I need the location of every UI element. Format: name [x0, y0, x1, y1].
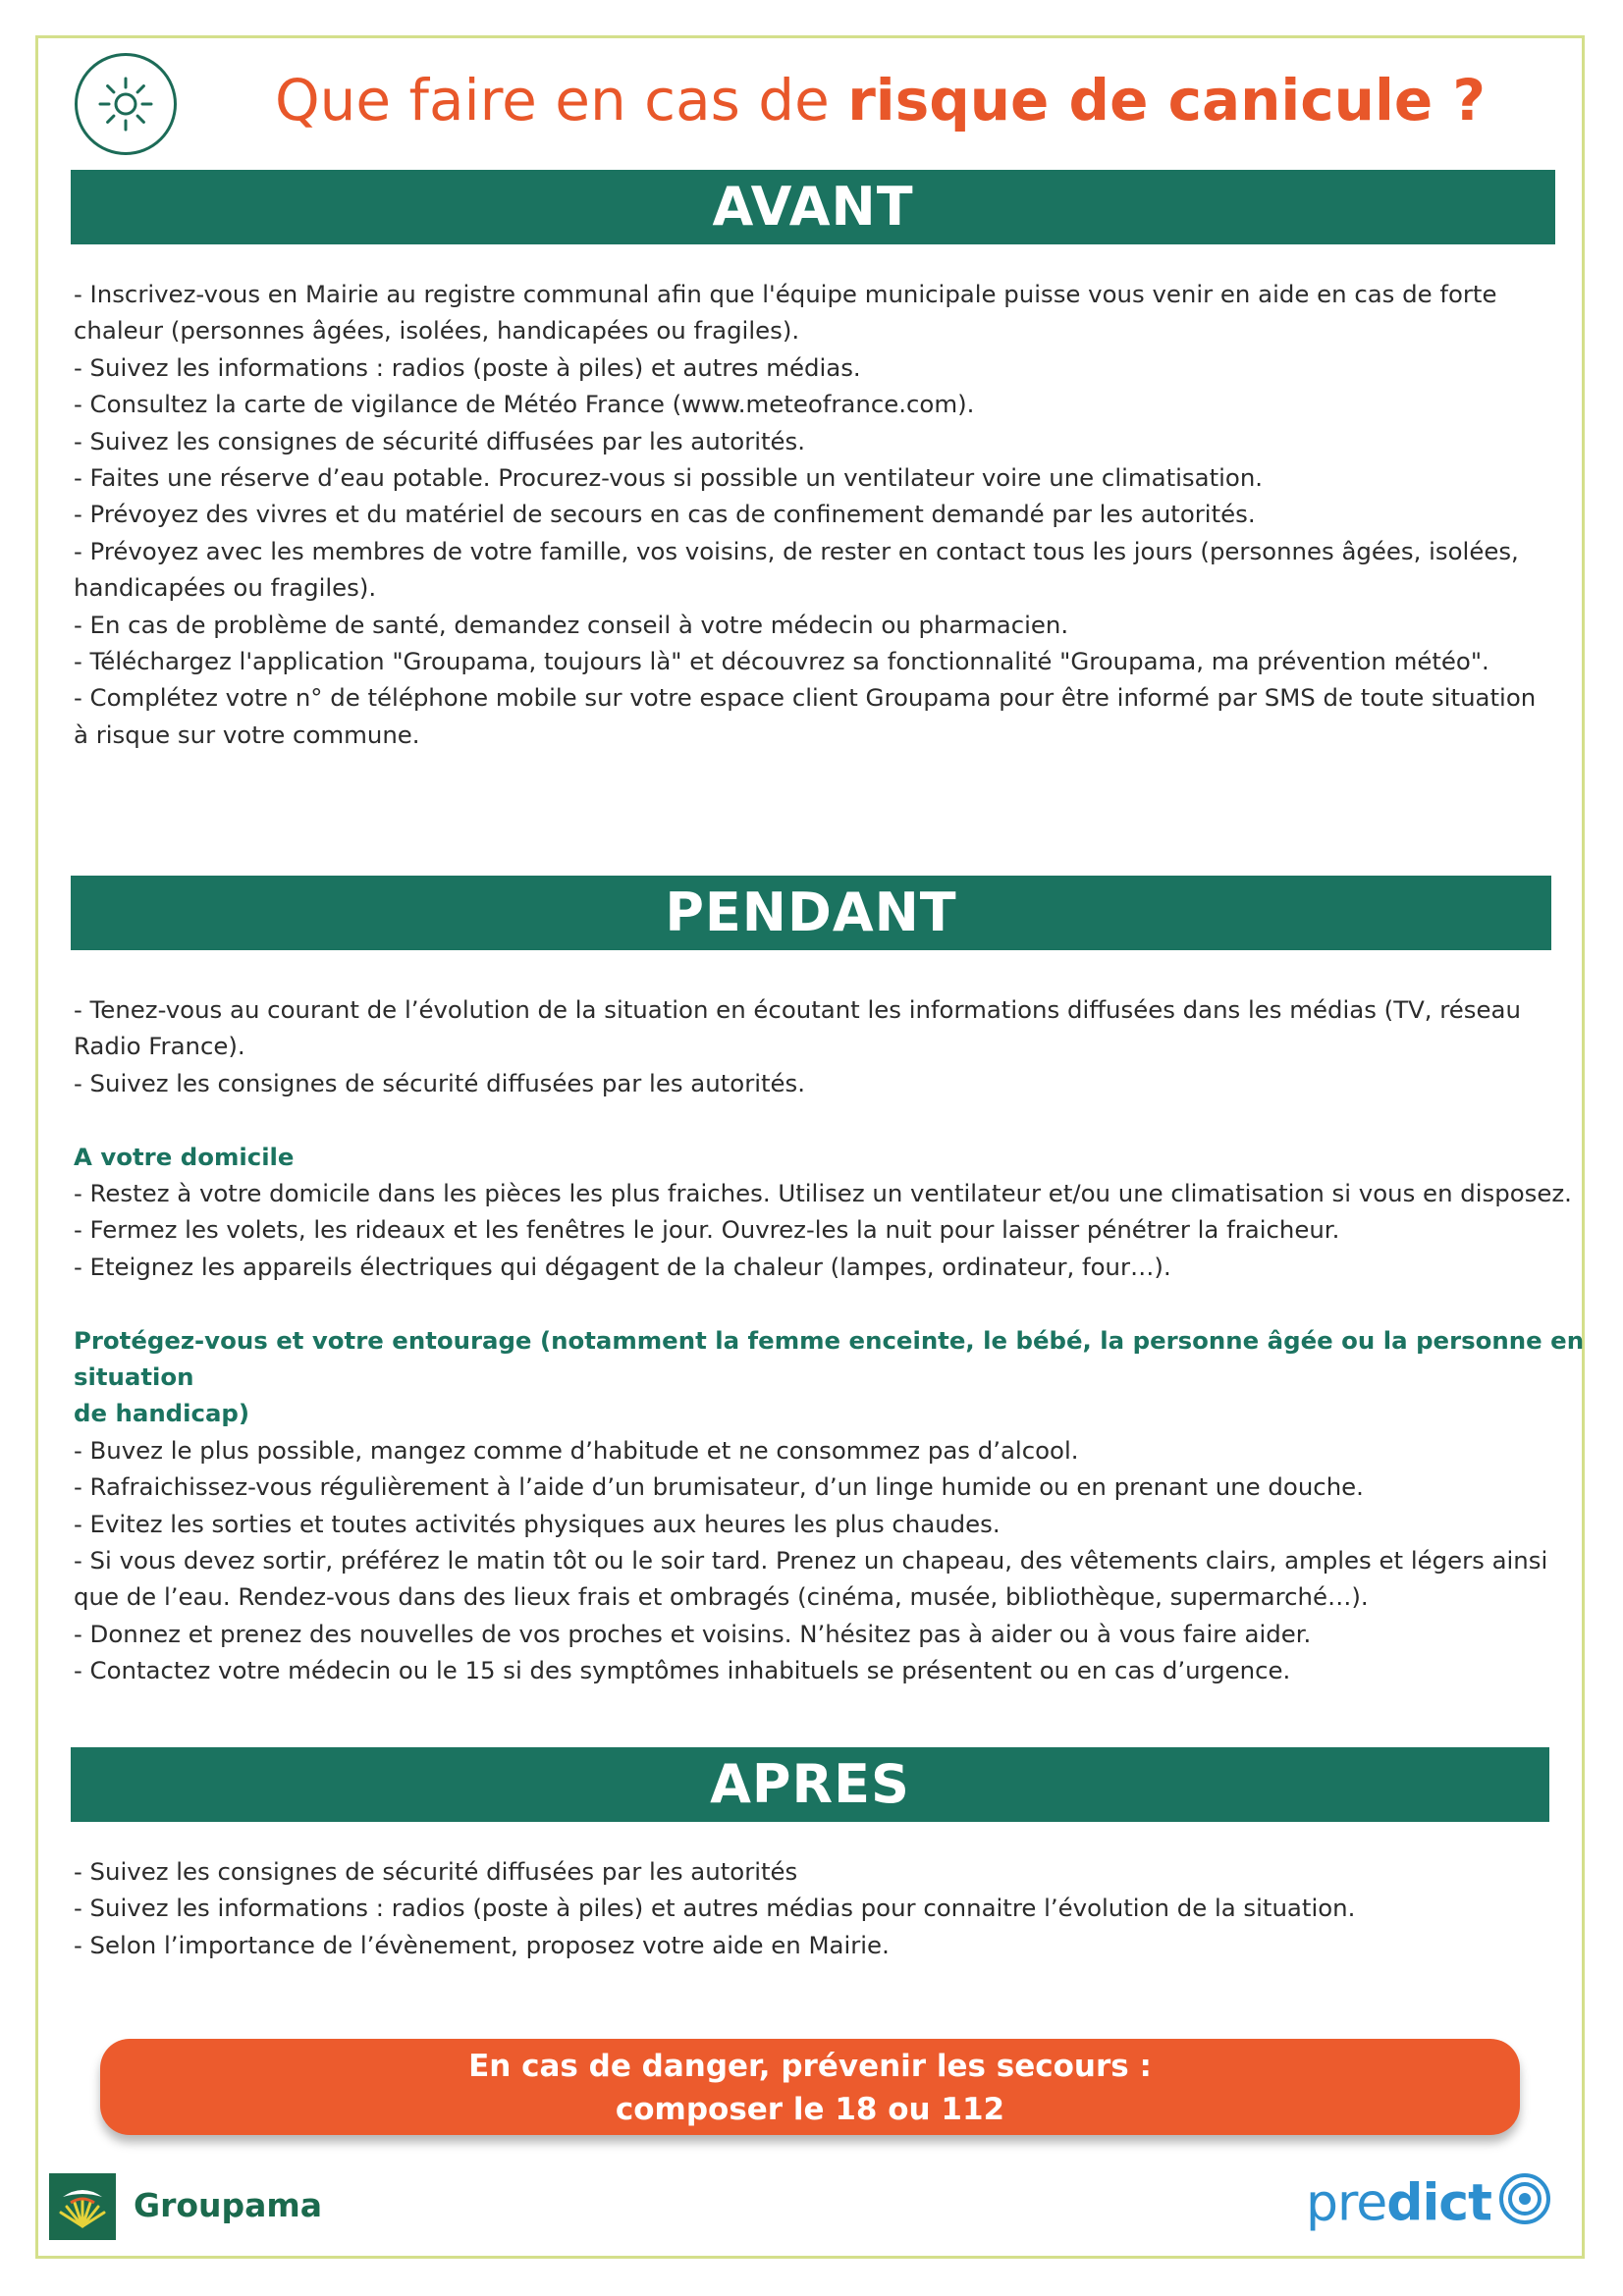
domicile-line: - Eteignez les appareils électriques qui dégagent de la chaleur (lampes, ordinateur, four…).: [74, 1252, 1171, 1281]
protect-line: - Buvez le plus possible, mangez comme d’habitude et ne consommez pas d’alcool.: [74, 1435, 1079, 1465]
apres-line: - Suivez les consignes de sécurité diffusées par les autorités: [74, 1857, 798, 1886]
avant-line: - Suivez les consignes de sécurité diffusées par les autorités.: [74, 426, 806, 455]
paragraph-gap: [74, 1285, 1586, 1321]
avant-line: - Consultez la carte de vigilance de Météo France (www.meteofrance.com).: [74, 390, 975, 419]
pendant-intro-line: Radio France).: [74, 1032, 245, 1061]
avant-line: - Faites une réserve d’eau potable. Procurez-vous si possible un ventilateur voire une climatisation.: [74, 463, 1264, 493]
apres-line: - Selon l’importance de l’évènement, proposez votre aide en Mairie.: [74, 1930, 890, 1959]
protect-line: - Evitez les sorties et toutes activités physiques aux heures les plus chaudes.: [74, 1509, 1001, 1538]
paragraph-gap: [74, 1101, 1586, 1138]
apres-text: [74, 1853, 1586, 1963]
avant-line: handicapées ou fragiles).: [74, 573, 377, 603]
domicile-line: - Restez à votre domicile dans les pièces les plus fraiches. Utilisez un ventilateur et/ou une climatisation si vous en disposez.: [74, 1179, 1572, 1208]
danger-callout: [100, 2039, 1520, 2135]
pendant-text: [74, 991, 1586, 1689]
section-heading-pendant: PENDANT: [71, 876, 1551, 950]
protect-line: - Rafraichissez-vous régulièrement à l’aide d’un brumisateur, d’un linge humide ou en prenant une douche.: [74, 1472, 1364, 1502]
domicile-line: - Fermez les volets, les rideaux et les fenêtres le jour. Ouvrez-les la nuit pour laisser pénétrer la fraicheur.: [74, 1215, 1340, 1245]
predict-light: pre: [1306, 2173, 1387, 2233]
sun-icon: [75, 53, 177, 155]
avant-line: - Suivez les informations : radios (poste à piles) et autres médias.: [74, 352, 861, 382]
protect-heading: de handicap): [74, 1399, 250, 1428]
avant-line: - Complétez votre n° de téléphone mobile sur votre espace client Groupama pour être informé par SMS de toute situation: [74, 683, 1537, 713]
groupama-logo-icon: [49, 2173, 116, 2240]
apres-line: - Suivez les informations : radios (poste à piles) et autres médias pour connaitre l’évolution de la situation.: [74, 1894, 1356, 1923]
pendant-intro-line: - Suivez les consignes de sécurité diffusées par les autorités.: [74, 1068, 806, 1097]
page-title: [275, 61, 1486, 139]
protect-line: - Contactez votre médecin ou le 15 si des symptômes inhabituels se présentent ou en cas d’urgence.: [74, 1656, 1291, 1685]
title-regular: Que faire en cas de: [275, 67, 848, 133]
domicile-heading: A votre domicile: [74, 1142, 295, 1171]
title-bold: risque de canicule ?: [847, 67, 1487, 133]
protect-line: que de l’eau. Rendez-vous dans des lieux frais et ombragés (cinéma, musée, bibliothèque, supermarché…).: [74, 1582, 1369, 1612]
danger-line-2: composer le 18 ou 112: [615, 2092, 1005, 2127]
protect-heading: Protégez-vous et votre entourage (notamment la femme enceinte, le bébé, la personne âgée ou la personne en situation: [74, 1325, 1585, 1392]
protect-line: - Donnez et prenez des nouvelles de vos proches et voisins. N’hésitez pas à aider ou à vous faire aider.: [74, 1619, 1312, 1648]
avant-line: - Prévoyez des vivres et du matériel de secours en cas de confinement demandé par les autorités.: [74, 500, 1256, 529]
protect-line: - Si vous devez sortir, préférez le matin tôt ou le soir tard. Prenez un chapeau, des vêtements clairs, amples et légers ainsi: [74, 1546, 1548, 1575]
predict-target-icon: [1497, 2171, 1552, 2241]
section-heading-apres: APRES: [71, 1747, 1549, 1822]
predict-bold: dict: [1386, 2173, 1491, 2233]
groupama-name: Groupama: [134, 2186, 323, 2224]
predict-logo: [1306, 2171, 1552, 2234]
avant-line: - Prévoyez avec les membres de votre famille, vos voisins, de rester en contact tous les jours (personnes âgées, isolées,: [74, 536, 1519, 565]
avant-line: chaleur (personnes âgées, isolées, handicapées ou fragiles).: [74, 316, 800, 346]
pendant-intro-line: - Tenez-vous au courant de l’évolution de la situation en écoutant les informations diffusées dans les médias (TV, réseau: [74, 995, 1521, 1024]
avant-text: [74, 276, 1586, 753]
avant-line: à risque sur votre commune.: [74, 720, 420, 749]
avant-line: - En cas de problème de santé, demandez conseil à votre médecin ou pharmacien.: [74, 610, 1069, 639]
section-heading-avant: AVANT: [71, 170, 1555, 244]
danger-line-1: En cas de danger, prévenir les secours :: [468, 2049, 1152, 2084]
avant-line: - Inscrivez-vous en Mairie au registre communal afin que l'équipe municipale puisse vous venir en aide en cas de forte: [74, 280, 1497, 308]
avant-line: - Téléchargez l'application "Groupama, toujours là" et découvrez sa fonctionnalité "Groupama, ma prévention météo".: [74, 647, 1489, 676]
